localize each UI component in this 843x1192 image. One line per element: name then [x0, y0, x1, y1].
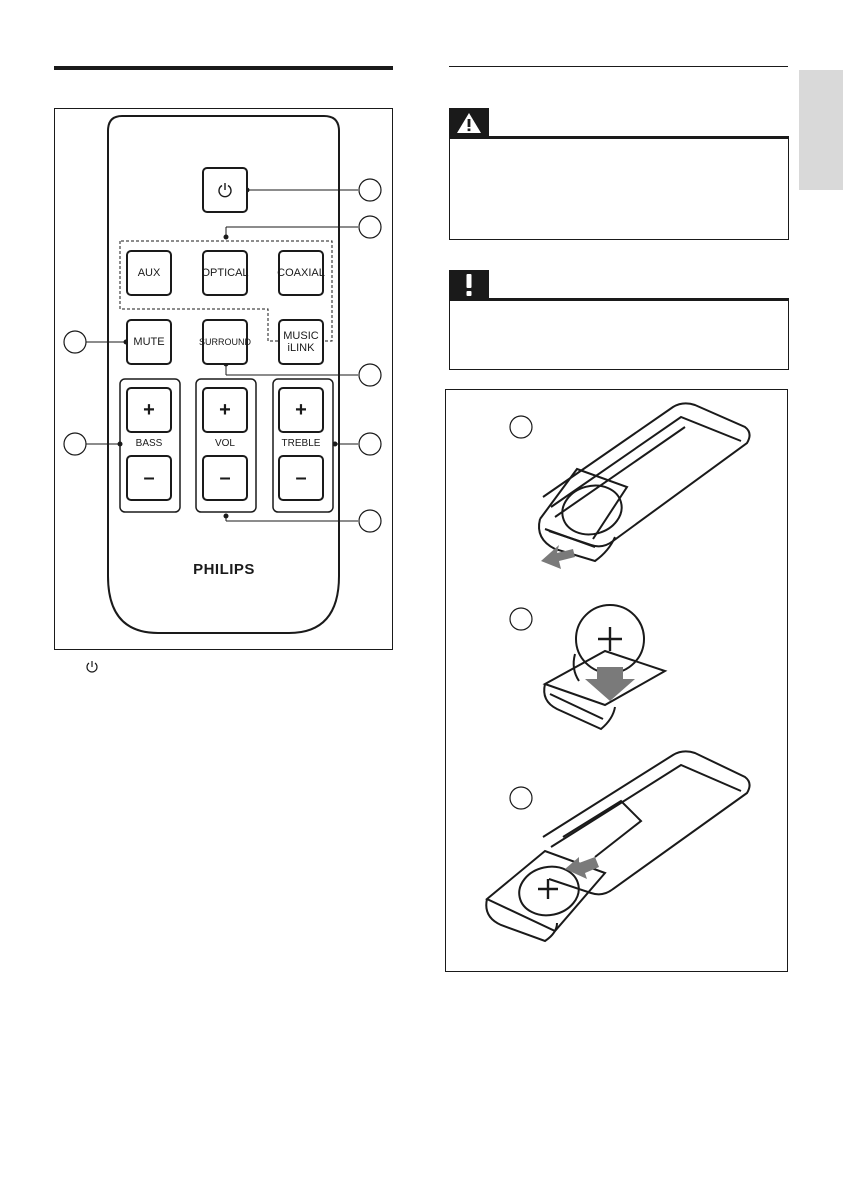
step-circle-icon — [510, 416, 532, 438]
bass-minus-button[interactable] — [126, 455, 172, 501]
treble-plus-button[interactable] — [278, 387, 324, 433]
bass-label: BASS — [135, 438, 163, 449]
minus-icon: – — [143, 467, 155, 489]
power-icon — [217, 182, 233, 198]
plus-icon: + — [295, 399, 307, 421]
power-icon — [84, 659, 100, 675]
power-button[interactable] — [202, 167, 248, 213]
callout-circle-icon — [359, 216, 381, 238]
step-circle-icon — [510, 787, 532, 809]
pull-out-arrow-icon — [541, 545, 575, 569]
aux-button[interactable]: AUX — [126, 250, 172, 296]
callout-circle-icon — [359, 510, 381, 532]
mute-button[interactable]: MUTE — [126, 319, 172, 365]
callout-circle-icon — [64, 331, 86, 353]
caution-header-block — [449, 270, 489, 300]
treble-minus-button[interactable] — [278, 455, 324, 501]
step3-drawing — [486, 751, 749, 941]
warning-triangle-icon — [449, 108, 489, 138]
callout-circle-icon — [64, 433, 86, 455]
bass-plus-button[interactable] — [126, 387, 172, 433]
plus-icon: + — [219, 399, 231, 421]
warning-notice-box — [449, 138, 789, 240]
step1-drawing — [539, 403, 750, 561]
music-ilink-label-line2: iLINK — [287, 342, 315, 354]
music-ilink-button[interactable] — [278, 319, 324, 365]
music-ilink-label-line1: MUSIC — [283, 330, 319, 342]
step-circle-icon — [510, 608, 532, 630]
minus-icon: – — [219, 467, 231, 489]
vol-plus-button[interactable] — [202, 387, 248, 433]
battery-replacement-illustration — [445, 389, 788, 972]
plus-icon: + — [143, 399, 155, 421]
surround-button[interactable]: SURROUND — [202, 319, 248, 365]
callout-circle-icon — [359, 364, 381, 386]
treble-label: TREBLE — [281, 438, 321, 449]
right-header-rule — [449, 66, 788, 67]
callout-circle-icon — [359, 433, 381, 455]
optical-button[interactable]: OPTICAL — [202, 250, 248, 296]
insert-down-arrow-icon — [585, 667, 635, 701]
vol-label: VOL — [214, 438, 235, 449]
warning-header-block — [449, 108, 489, 138]
callout-circle-icon — [359, 179, 381, 201]
exclamation-icon — [449, 270, 489, 300]
caution-notice-box — [449, 300, 789, 370]
coaxial-button[interactable]: COAXIAL — [278, 250, 324, 296]
plus-symbol-icon — [598, 627, 622, 651]
brand-logo-text: PHILIPS — [193, 561, 255, 578]
language-side-tab — [799, 70, 843, 190]
vol-minus-button[interactable] — [202, 455, 248, 501]
minus-icon: – — [295, 467, 307, 489]
left-header-rule — [54, 66, 393, 70]
